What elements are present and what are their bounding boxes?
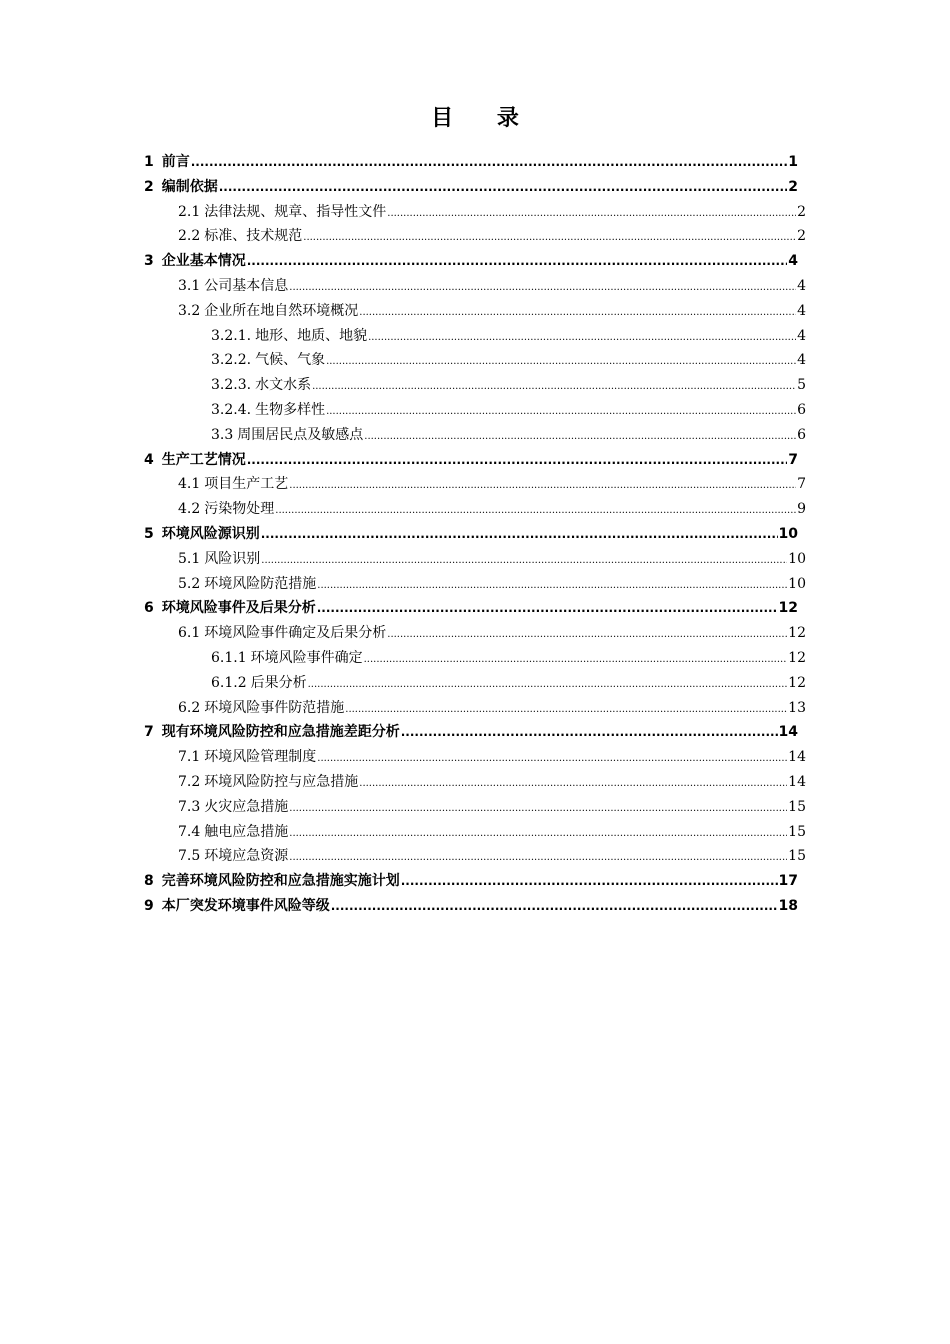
toc-entry-2-1[interactable] — [178, 200, 806, 225]
toc-entry-number: 3.2 — [178, 302, 201, 319]
toc-entry-number: 3.2.1. — [211, 327, 252, 344]
toc-entry-title: 公司基本信息 — [204, 278, 289, 294]
toc-entry-number: 7 — [144, 724, 154, 741]
page-title: 目 录 — [431, 106, 537, 131]
toc-entry-title: 风险识别 — [204, 550, 261, 567]
toc-dot-leader — [317, 574, 787, 599]
toc-entry-title: 环境应急资源 — [204, 848, 289, 865]
toc-entry-number: 3.2.2. — [211, 352, 252, 369]
toc-entry-number: 6.1.2 — [211, 674, 247, 691]
toc-entry-title: 环境风险事件及后果分析 — [161, 600, 316, 617]
toc-entry-number: 5 — [144, 526, 154, 542]
toc-entry-4-1[interactable] — [178, 472, 806, 497]
toc-entry-title: 环境风险事件防范措施 — [204, 699, 345, 716]
toc-entry-number: 7.3 — [178, 798, 201, 815]
toc-entry-page-number: 10 — [788, 575, 806, 592]
toc-entry-7-2[interactable] — [178, 770, 806, 795]
toc-entry-number: 6.2 — [178, 699, 201, 716]
toc-entry-page-number: 15 — [788, 823, 806, 840]
toc-entry-number: 5.1 — [178, 550, 201, 567]
toc-entry-6[interactable] — [144, 596, 798, 621]
toc-entry-number: 3.3 — [211, 426, 234, 443]
toc-dot-leader — [364, 425, 796, 450]
toc-entry-title: 编制依据 — [161, 178, 218, 195]
toc-entry-6-1-2[interactable] — [211, 671, 806, 696]
toc-entry-3-3[interactable] — [211, 423, 806, 448]
toc-entry-title: 项目生产工艺 — [204, 476, 289, 493]
toc-entry-page-number: 14 — [778, 724, 798, 741]
toc-entry-page-number: 15 — [788, 848, 806, 865]
toc-entry-number: 9 — [144, 898, 154, 914]
toc-entry-number: 7.4 — [178, 823, 201, 840]
toc-entry-title: 环境风险管理制度 — [204, 749, 317, 766]
toc-entry-5[interactable] — [144, 522, 798, 547]
toc-entry-page-number: 2 — [797, 203, 806, 220]
toc-entry-title: 气候、气象 — [255, 352, 326, 369]
toc-entry-8[interactable] — [144, 869, 798, 894]
toc-entry-7-1[interactable] — [178, 745, 806, 770]
toc-entry-7-5[interactable] — [178, 844, 806, 869]
toc-entry-title: 污染物处理 — [204, 501, 275, 518]
toc-dot-leader — [303, 226, 796, 251]
toc-entry-number: 5.2 — [178, 575, 201, 592]
toc-dot-leader — [326, 400, 796, 425]
toc-dot-leader — [359, 772, 787, 797]
toc-entry-page-number: 12 — [788, 625, 806, 642]
toc-dot-leader — [289, 797, 787, 822]
toc-entry-number: 7.5 — [178, 848, 201, 865]
toc-dot-leader — [308, 673, 788, 698]
toc-dot-leader — [247, 448, 788, 473]
toc-entry-6-1-1[interactable] — [211, 646, 806, 671]
toc-entry-4[interactable] — [144, 448, 798, 473]
toc-dot-leader — [312, 375, 796, 400]
toc-entry-page-number: 17 — [778, 873, 798, 890]
toc-dot-leader — [345, 698, 787, 723]
toc-entry-1[interactable] — [144, 150, 798, 175]
toc-entry-title: 火灾应急措施 — [204, 798, 289, 815]
toc-entry-number: 6.1.1 — [211, 650, 247, 666]
toc-dot-leader — [247, 249, 788, 274]
toc-entry-page-number: 7 — [788, 451, 798, 468]
toc-entry-number: 7.2 — [178, 774, 201, 790]
toc-dot-leader — [331, 894, 778, 919]
toc-dot-leader — [261, 522, 778, 547]
toc-entry-5-1[interactable] — [178, 547, 806, 572]
toc-entry-4-2[interactable] — [178, 497, 806, 522]
toc-entry-2[interactable] — [144, 175, 798, 200]
toc-entry-page-number: 4 — [797, 352, 806, 369]
toc-entry-3-1[interactable] — [178, 274, 806, 299]
toc-entry-5-2[interactable] — [178, 572, 806, 597]
toc-dot-leader — [261, 549, 787, 574]
toc-entry-title: 环境风险防控与应急措施 — [204, 774, 359, 790]
toc-entry-title: 环境风险事件确定 — [250, 650, 363, 666]
toc-dot-leader — [289, 846, 787, 871]
toc-entry-page-number: 5 — [797, 377, 806, 394]
toc-dot-leader — [401, 720, 778, 745]
toc-entry-page-number: 18 — [778, 898, 798, 914]
toc-entry-number: 4.2 — [178, 501, 201, 518]
toc-entry-number: 3.2.3. — [211, 377, 252, 394]
toc-entry-page-number: 4 — [797, 302, 806, 319]
toc-entry-title: 水文水系 — [255, 377, 312, 394]
toc-entry-title: 环境风险防范措施 — [204, 575, 317, 592]
toc-entry-page-number: 2 — [788, 178, 798, 195]
toc-entry-number: 3 — [144, 253, 154, 270]
toc-entry-number: 4 — [144, 451, 154, 468]
toc-dot-leader — [191, 150, 788, 175]
toc-entry-number: 2.2 — [178, 228, 201, 245]
toc-entry-number: 3.1 — [178, 278, 201, 294]
toc-entry-page-number: 14 — [788, 774, 806, 790]
toc-entry-number: 4.1 — [178, 476, 201, 493]
toc-entry-page-number: 10 — [788, 550, 806, 567]
toc-entry-number: 3.2.4. — [211, 402, 252, 418]
toc-entry-title: 法律法规、规章、指导性文件 — [204, 203, 387, 220]
toc-dot-leader — [387, 202, 796, 227]
toc-entry-page-number: 13 — [788, 699, 806, 716]
toc-entry-title: 环境风险事件确定及后果分析 — [204, 625, 387, 642]
toc-entry-number: 6.1 — [178, 625, 201, 642]
toc-entry-page-number: 4 — [797, 278, 806, 294]
toc-dot-leader — [364, 648, 788, 673]
toc-entry-3-2[interactable] — [178, 299, 806, 324]
toc-entry-page-number: 7 — [797, 476, 806, 493]
toc-dot-leader — [359, 301, 796, 326]
toc-entry-number: 2 — [144, 178, 154, 195]
toc-entry-title: 地形、地质、地貌 — [255, 327, 368, 344]
toc-dot-leader — [289, 822, 787, 847]
toc-dot-leader — [317, 596, 778, 621]
toc-entry-3-2-3[interactable] — [211, 373, 806, 398]
toc-dot-leader — [275, 499, 796, 524]
toc-entry-7-3[interactable] — [178, 795, 806, 820]
toc-entry-3-2-2[interactable] — [211, 348, 806, 373]
toc-entry-page-number: 12 — [788, 674, 806, 691]
toc-entry-number: 1 — [144, 154, 154, 170]
toc-entry-title: 环境风险源识别 — [161, 526, 260, 542]
toc-dot-leader — [289, 276, 796, 301]
toc-entry-title: 生物多样性 — [255, 402, 326, 418]
toc-entry-page-number: 2 — [797, 228, 806, 245]
toc-entry-number: 6 — [144, 600, 154, 617]
toc-entry-6-1[interactable] — [178, 621, 806, 646]
toc-dot-leader — [326, 350, 796, 375]
toc-entry-title: 现有环境风险防控和应急措施差距分析 — [161, 724, 400, 741]
toc-entry-9[interactable] — [144, 894, 798, 919]
toc-entry-2-2[interactable] — [178, 224, 806, 249]
toc-entry-page-number: 10 — [778, 526, 798, 542]
toc-entry-page-number: 6 — [797, 426, 806, 443]
toc-entry-7[interactable] — [144, 720, 798, 745]
toc-entry-title: 本厂突发环境事件风险等级 — [161, 898, 330, 914]
toc-entry-title: 周围居民点及敏感点 — [237, 426, 364, 443]
toc-entry-7-4[interactable] — [178, 820, 806, 845]
toc-entry-title: 企业所在地自然环境概况 — [204, 302, 359, 319]
toc-dot-leader — [387, 623, 787, 648]
toc-dot-leader — [289, 474, 796, 499]
toc-entry-number: 8 — [144, 873, 154, 890]
toc-entry-title: 触电应急措施 — [204, 823, 289, 840]
toc-entry-number: 2.1 — [178, 203, 201, 220]
toc-entry-page-number: 12 — [788, 650, 806, 666]
toc-entry-title: 后果分析 — [250, 674, 307, 691]
toc-dot-leader — [317, 747, 787, 772]
toc-entry-3-2-4[interactable] — [211, 398, 806, 423]
toc-entry-3[interactable] — [144, 249, 798, 274]
toc-entry-title: 生产工艺情况 — [161, 451, 246, 468]
toc-entry-page-number: 1 — [788, 154, 798, 170]
toc-entry-page-number: 9 — [797, 501, 806, 518]
toc-entry-title: 企业基本情况 — [161, 253, 246, 270]
toc-entry-6-2[interactable] — [178, 696, 806, 721]
toc-entry-page-number: 4 — [788, 253, 798, 270]
toc-dot-leader — [368, 326, 796, 351]
toc-entry-page-number: 6 — [797, 402, 806, 418]
toc-entry-page-number: 4 — [797, 327, 806, 344]
toc-entry-title: 标准、技术规范 — [204, 228, 303, 245]
toc-entry-3-2-1[interactable] — [211, 324, 806, 349]
toc-entry-number: 7.1 — [178, 749, 201, 766]
toc-entry-title: 完善环境风险防控和应急措施实施计划 — [161, 873, 400, 890]
toc-dot-leader — [219, 175, 788, 200]
toc-dot-leader — [401, 869, 778, 894]
toc-entry-page-number: 14 — [788, 749, 806, 766]
toc-entry-page-number: 12 — [778, 600, 798, 617]
toc-entry-title: 前言 — [161, 154, 190, 170]
toc-entry-page-number: 15 — [788, 798, 806, 815]
